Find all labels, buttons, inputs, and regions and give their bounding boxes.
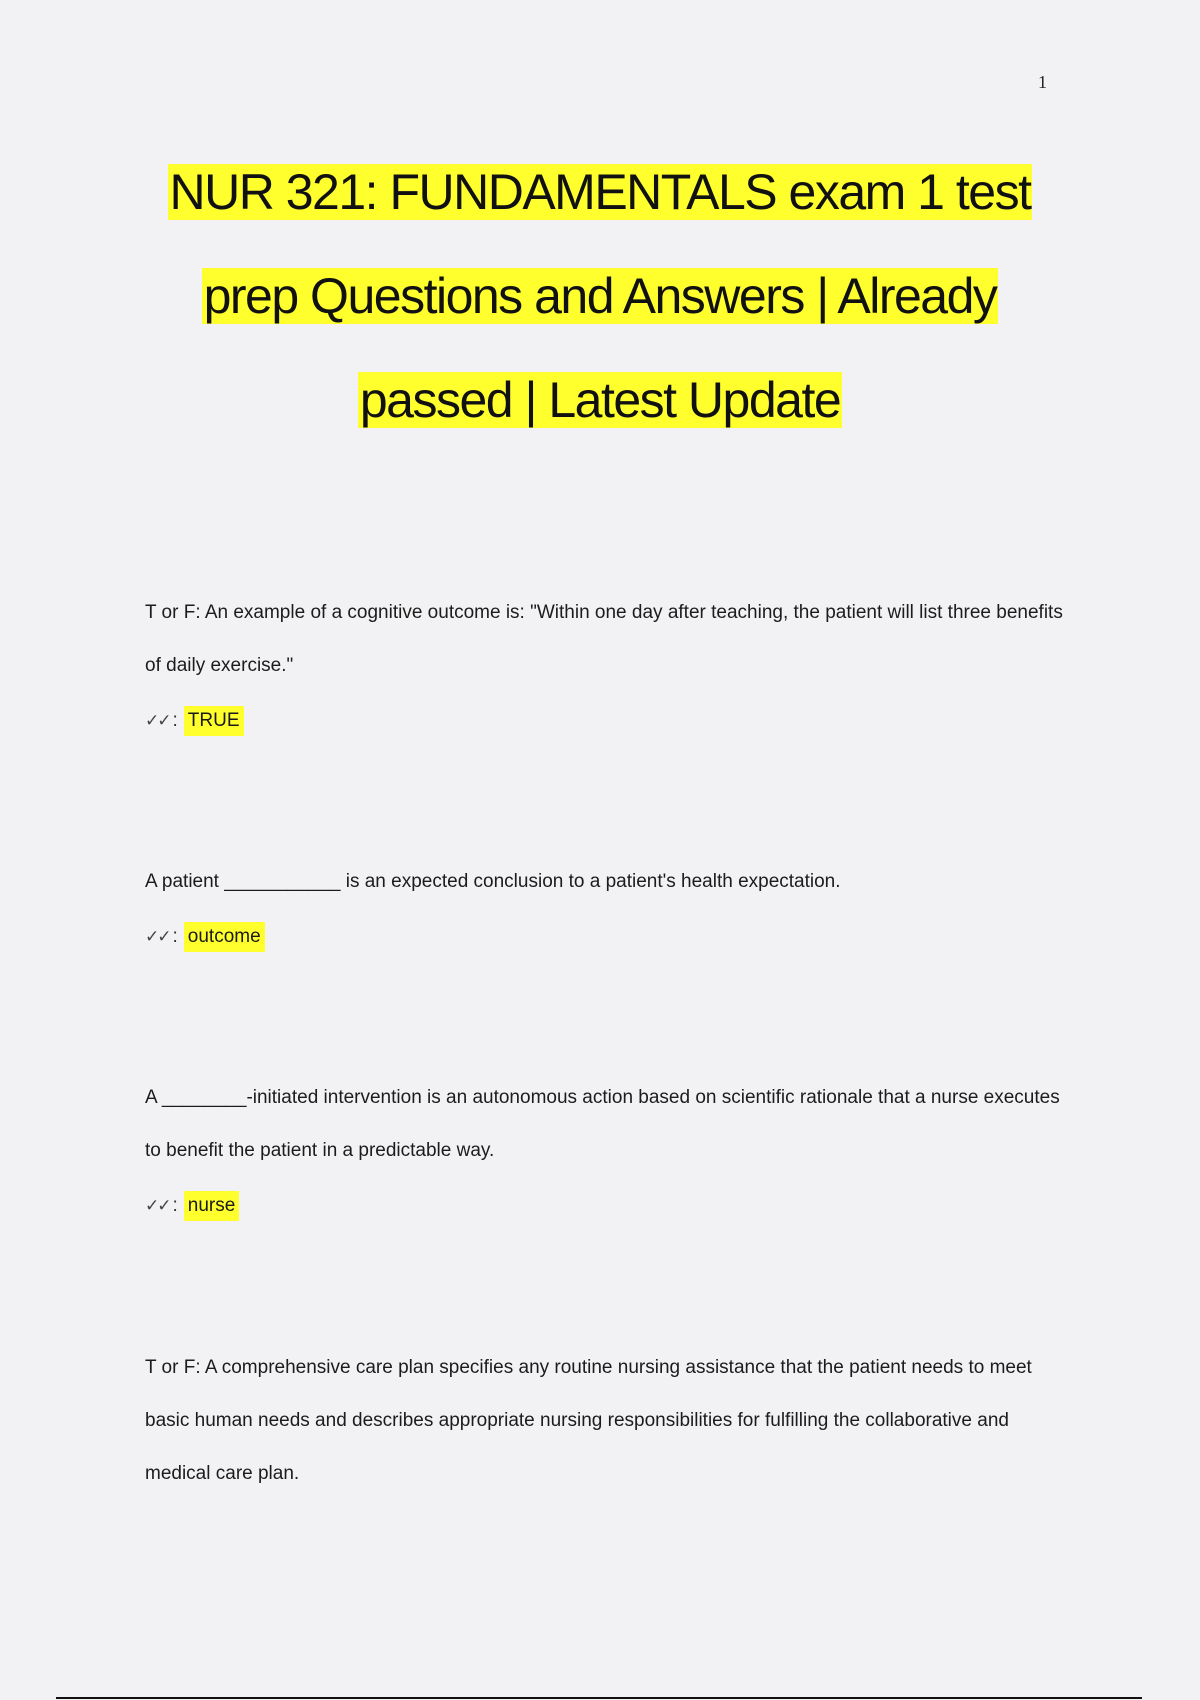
answer-separator: : (172, 710, 178, 731)
qa-item (145, 1071, 1065, 1221)
answer-separator: : (172, 1195, 178, 1216)
answer-separator: : (172, 926, 178, 947)
double-check-icon: ✓✓ (145, 1196, 170, 1216)
double-check-icon: ✓✓ (145, 711, 170, 731)
title-line (100, 348, 1100, 452)
answer-text: outcome (184, 922, 265, 952)
title-line-text: NUR 321: FUNDAMENTALS exam 1 test (169, 164, 1031, 220)
question-text: A patient ___________ is an expected conclusion to a patient's health expectation. (145, 871, 841, 892)
question-text: T or F: An example of a cognitive outcome is: "Within one day after teaching, the patient will list three benefits of daily exercise." (145, 602, 1063, 676)
title-line (100, 140, 1100, 244)
title-line-text: prep Questions and Answers | Already (203, 268, 997, 324)
answer-text: TRUE (184, 706, 244, 736)
double-check-icon: ✓✓ (145, 927, 170, 947)
page-number: 1 (1038, 72, 1047, 92)
answer-row (145, 706, 1065, 736)
footer-divider (56, 1697, 1142, 1699)
answer-text: nurse (184, 1191, 240, 1221)
document-title (100, 140, 1100, 452)
answer-row (145, 1191, 1065, 1221)
title-line (100, 244, 1100, 348)
qa-item (145, 1341, 1065, 1500)
title-line-text: passed | Latest Update (359, 372, 841, 428)
qa-item (145, 855, 1065, 952)
question-text: A ________-initiated intervention is an autonomous action based on scientific rationale that a nurse executes to benefit the patient in a predictable way. (145, 1087, 1060, 1161)
qa-item (145, 586, 1065, 736)
question-text: T or F: A comprehensive care plan specifies any routine nursing assistance that the patient needs to meet basic human needs and describes appropriate nursing responsibilities for fulfilling the collaborative and medical care plan. (145, 1357, 1032, 1484)
answer-row (145, 922, 1065, 952)
